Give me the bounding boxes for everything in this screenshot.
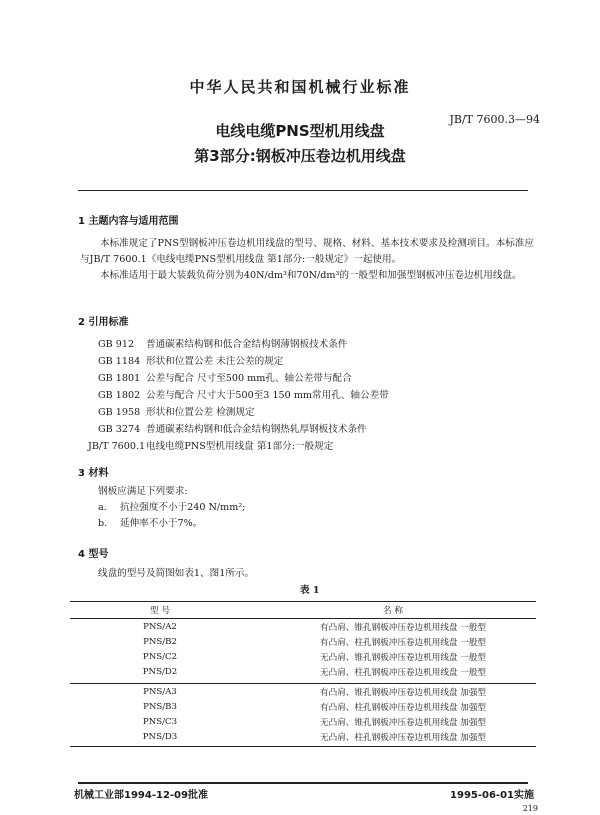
reference-title: 电线电缆PNS型机用线盘 第1部分:一般规定 [146,441,334,452]
approval-date: 机械工业部1994-12-09批准 [74,790,208,801]
table-header-row [70,602,536,619]
model-cell: PNS/D3 [142,731,178,742]
header-name: 名 称 [383,606,403,616]
name-cell: 有凸肩、锥孔钢板冲压卷边机用线盘 一般型 [320,622,487,633]
material-item-a [98,500,245,516]
reference-item [98,370,352,384]
reference-item [98,353,283,367]
table-row [70,664,536,679]
standard-code: JB/T 7600.3—94 [449,113,540,126]
section-4-heading: 4 型号 [78,549,109,560]
model-table [70,601,536,747]
table-caption: 表 1 [300,585,320,596]
model-cell: PNS/C3 [142,716,178,727]
table-spacer-cell [70,744,536,747]
reference-title: 公差与配合 尺寸大于500至3 150 mm常用孔、轴公差带 [146,390,389,401]
material-item-label: a. [98,502,107,513]
reference-title: 形状和位置公差 检测规定 [146,407,255,418]
table-row [70,649,536,664]
name-cell: 无凸肩、柱孔钢板冲压卷边机用线盘 一般型 [320,667,487,678]
section-1-para1: 本标准规定了PNS型钢板冲压卷边机用线盘的型号、规格、材料、基本技术要求及检测项目。本标准应与JB/T 7600.1《电线电缆PNS型机用线盘 第1部分:一般规定》一起使用。 [80,238,534,265]
reference-item [98,404,255,418]
name-cell: 有凸肩、柱孔钢板冲压卷边机用线盘 加强型 [320,702,487,713]
reference-item [98,387,389,401]
model-cell: PNS/A2 [143,621,177,632]
title-divider [78,190,528,191]
reference-title: 形状和位置公差 未注公差的规定 [146,356,284,367]
section-1-heading: 1 主题内容与适用范围 [78,216,179,227]
section-2-heading: 2 引用标准 [78,317,129,328]
name-cell: 有凸肩、柱孔钢板冲压卷边机用线盘 一般型 [320,637,487,648]
model-cell: PNS/C2 [142,651,178,662]
page-number: 219 [522,804,538,813]
model-cell: PNS/D2 [142,666,178,677]
section-1-para2: 本标准适用于最大装载负荷分别为40N/dm³和70N/dm³的一般型和加强型钢板冲压卷边机用线盘。 [100,270,522,281]
reference-title: 普通碳素结构钢和低合金结构钢热轧厚钢板技术条件 [146,424,367,435]
table-group-general [70,619,536,684]
document-title-line1: 电线电缆PNS型机用线盘 [215,122,385,140]
reference-code: GB 912 [98,339,135,350]
name-cell: 无凸肩、柱孔钢板冲压卷边机用线盘 加强型 [320,732,487,743]
material-item-label: b. [98,518,108,529]
name-cell: 无凸肩、锥孔钢板冲压卷边机用线盘 加强型 [320,717,487,728]
reference-item [98,421,367,435]
model-cell: PNS/B3 [143,701,177,712]
table-row [70,619,536,635]
name-cell: 无凸肩、锥孔钢板冲压卷边机用线盘 一般型 [320,652,487,663]
document-title-line2: 第3部分:钢板冲压卷边机用线盘 [194,147,406,165]
table-row [70,684,536,700]
reference-code: JB/T 7600.1 [88,441,146,452]
reference-title: 公差与配合 尺寸至500 mm孔、轴公差带与配合 [146,373,352,384]
material-item-text: 延伸率不小于7%。 [120,518,203,529]
reference-item [88,438,333,452]
reference-code: GB 1958 [98,407,141,418]
reference-code: GB 1801 [98,373,141,384]
reference-code: GB 1802 [98,390,141,401]
standard-category: 中华人民共和国机械行业标准 [189,78,411,96]
table-row [70,729,536,744]
material-item-text: 抗拉强度不小于240 N/mm²; [120,502,246,513]
reference-code: GB 3274 [98,424,141,435]
section-3-heading: 3 材料 [78,468,109,479]
table-row [70,714,536,729]
reference-item [98,336,347,350]
table-row [70,634,536,649]
section-4-intro: 线盘的型号及简图如表1、图1所示。 [98,568,255,579]
reference-title: 普通碳素结构钢和低合金结构钢薄钢板技术条件 [146,339,348,350]
material-item-b [98,516,202,532]
model-cell: PNS/A3 [143,686,177,697]
reference-code: GB 1184 [98,356,141,367]
table-row [70,699,536,714]
footer-divider [78,782,528,784]
model-cell: PNS/B2 [143,636,177,647]
effective-date: 1995-06-01实施 [450,790,534,801]
name-cell: 有凸肩、锥孔钢板冲压卷边机用线盘 加强型 [320,687,487,698]
header-model: 型 号 [150,606,170,616]
section-3-intro: 钢板应满足下列要求: [98,486,188,497]
table-group-reinforced [70,684,536,747]
table-spacer [70,744,536,747]
